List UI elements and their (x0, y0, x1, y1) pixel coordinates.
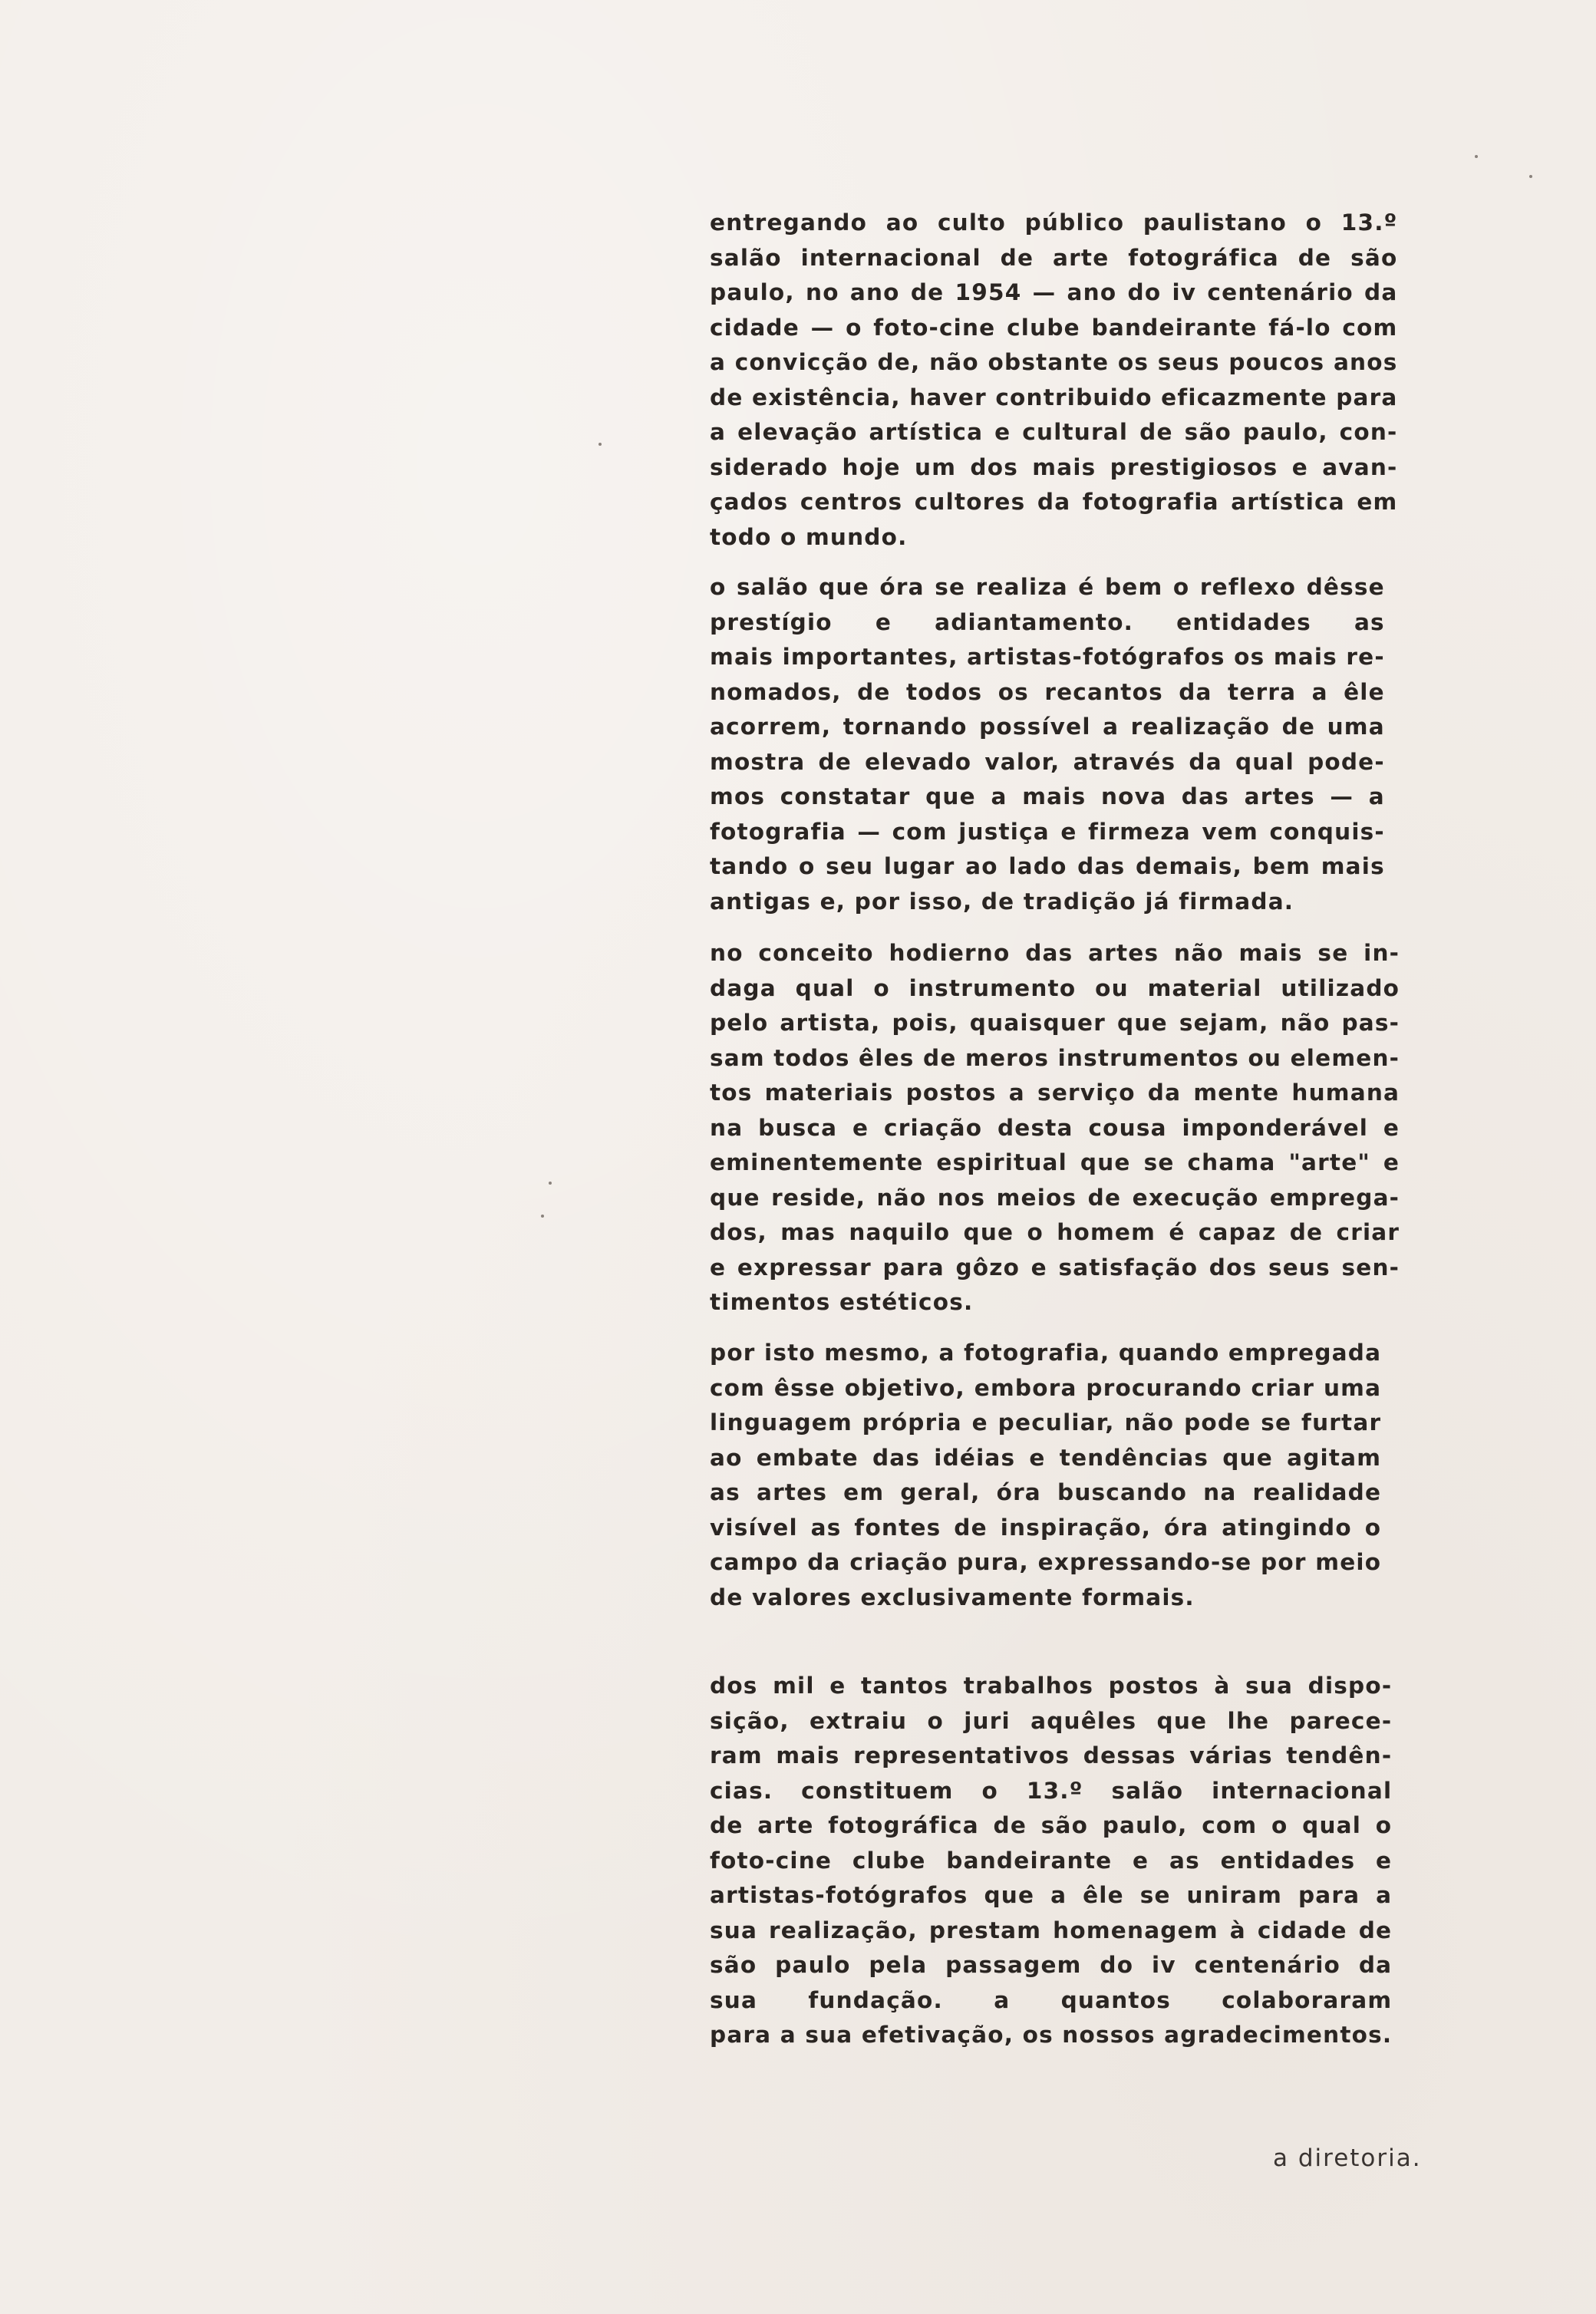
text-line: prestígio e adiantamento. entidades as (710, 608, 1385, 635)
text-line: mos constatar que a mais nova das artes — a (710, 783, 1385, 809)
paper-speck (549, 1182, 552, 1185)
text-line: todo o mundo. (710, 523, 908, 550)
text-line: sua realização, prestam homenagem à cidade de (710, 1917, 1393, 1943)
paper-speck (541, 1215, 544, 1218)
text-line: cidade — o foto-cine clube bandeirante fá-lo com (710, 314, 1398, 341)
text-line: com êsse objetivo, embora procurando criar uma (710, 1374, 1382, 1401)
text-line: para a sua efetivação, os nossos agradecimentos. (710, 2022, 1393, 2048)
text-line: sição, extraiu o juri aquêles que lhe parece- (710, 1707, 1393, 1734)
text-line: artistas-fotógrafos que a êle se uniram para a (710, 1882, 1393, 1908)
text-line: que reside, não nos meios de execução emprega- (710, 1184, 1400, 1211)
text-line: sua fundação. a quantos colaboraram (710, 1986, 1393, 2013)
text-line: entregando ao culto público paulistano o 13.º (710, 209, 1398, 236)
text-line: a elevação artística e cultural de são paulo, con- (710, 419, 1398, 445)
text-line: çados centros cultores da fotografia artística em (710, 489, 1398, 515)
text-line: as artes em geral, óra buscando na realidade (710, 1479, 1382, 1505)
signature: a diretoria. (1273, 2144, 1422, 2172)
text-line: dos, mas naquilo que o homem é capaz de criar (710, 1219, 1400, 1245)
text-line: mais importantes, artistas-fotógrafos os mais re- (710, 644, 1385, 670)
text-line: de valores exclusivamente formais. (710, 1584, 1195, 1610)
paper-speck (598, 443, 602, 446)
paragraph-photography (710, 1336, 1381, 1615)
text-line: por isto mesmo, a fotografia, quando empregada (710, 1340, 1382, 1366)
text-line: foto-cine clube bandeirante e as entidades e (710, 1847, 1393, 1874)
text-line: campo da criação pura, expressando-se por meio (710, 1549, 1382, 1575)
text-line: tos materiais postos a serviço da mente humana (710, 1080, 1400, 1106)
text-line: paulo, no ano de 1954 — ano do iv centenário da (710, 279, 1398, 305)
text-line: salão internacional de arte fotográfica de são (710, 244, 1398, 271)
text-line: cias. constituem o 13.º salão internacional (710, 1777, 1393, 1804)
paragraph-salon (710, 570, 1385, 919)
text-line: tando o seu lugar ao lado das demais, bem mais (710, 853, 1385, 879)
text-line: a convicção de, não obstante os seus poucos anos (710, 349, 1398, 375)
text-line: ao embate das idéias e tendências que agitam (710, 1444, 1382, 1471)
text-line: siderado hoje um dos mais prestigiosos e avan- (710, 453, 1398, 480)
text-line: sam todos êles de meros instrumentos ou elemen- (710, 1044, 1400, 1071)
text-line: na busca e criação desta cousa imponderável e (710, 1114, 1400, 1141)
text-line: antigas e, por isso, de tradição já firmada. (710, 888, 1294, 915)
paragraph-closing (710, 1669, 1392, 2053)
text-line: de arte fotográfica de são paulo, com o qual o (710, 1812, 1393, 1838)
text-line: nomados, de todos os recantos da terra a êle (710, 678, 1385, 705)
text-line: fotografia — com justiça e firmeza vem conquis- (710, 818, 1385, 845)
text-line: dos mil e tantos trabalhos postos à sua dispo- (710, 1673, 1393, 1699)
text-line: daga qual o instrumento ou material utilizado (710, 974, 1400, 1001)
text-line: no conceito hodierno das artes não mais se in- (710, 940, 1400, 966)
paper-speck (1475, 155, 1478, 158)
paragraph-opening (710, 206, 1397, 555)
text-line: mostra de elevado valor, através da qual pode- (710, 748, 1385, 775)
text-line: timentos estéticos. (710, 1289, 974, 1315)
text-line: de existência, haver contribuido eficazmente para (710, 384, 1398, 410)
text-line: visível as fontes de inspiração, óra atingindo o (710, 1514, 1382, 1541)
text-line: o salão que óra se realiza é bem o reflexo dêsse (710, 574, 1385, 600)
paragraph-concept (710, 936, 1400, 1320)
text-line: linguagem própria e peculiar, não pode se furtar (710, 1409, 1382, 1436)
text-line: e expressar para gôzo e satisfação dos seus sen- (710, 1254, 1400, 1281)
text-line: eminentemente espiritual que se chama "arte" e (710, 1149, 1400, 1175)
text-line: pelo artista, pois, quaisquer que sejam, não pas- (710, 1010, 1400, 1036)
text-line: ram mais representativos dessas várias tendên- (710, 1742, 1393, 1768)
paper-speck (1529, 175, 1532, 178)
text-line: acorrem, tornando possível a realização de uma (710, 714, 1385, 740)
text-line: são paulo pela passagem do iv centenário da (710, 1952, 1393, 1978)
